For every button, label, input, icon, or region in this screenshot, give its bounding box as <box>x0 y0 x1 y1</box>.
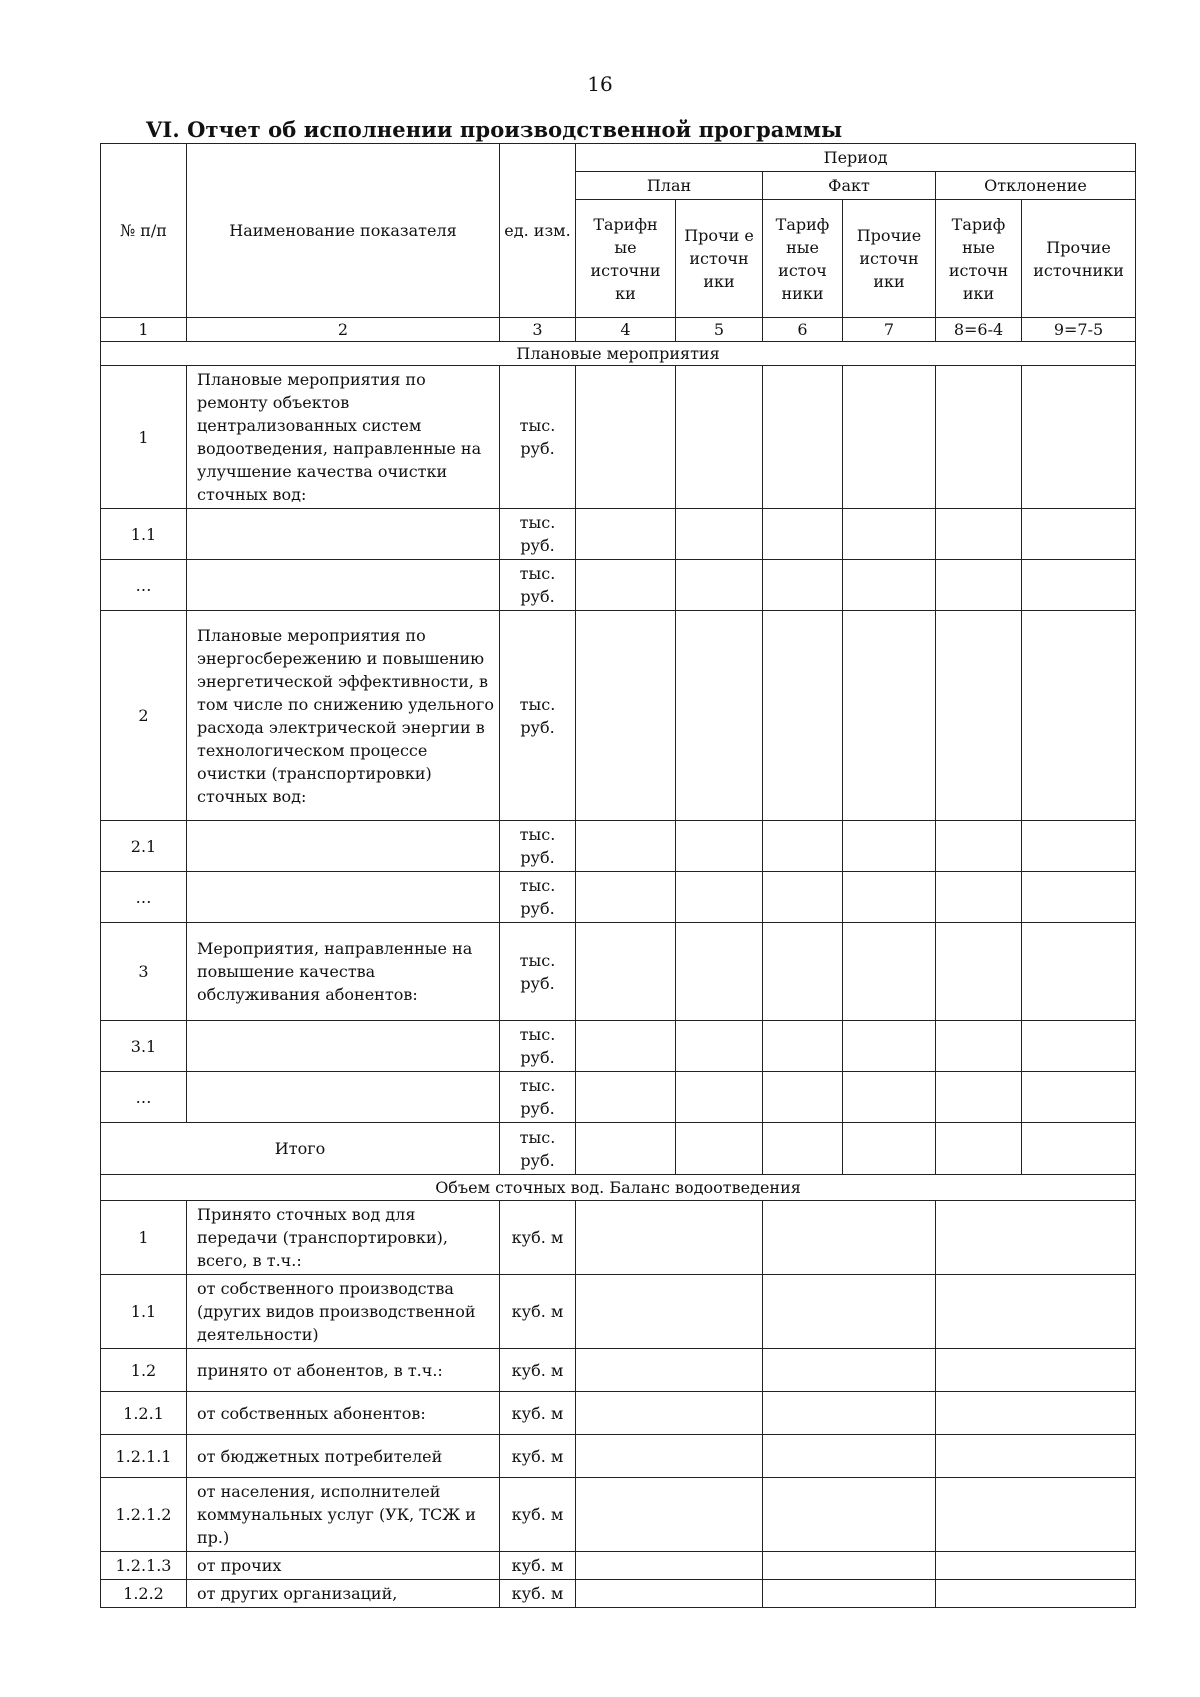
header-name: Наименование показателя <box>187 144 500 318</box>
section-heading-planned: Плановые мероприятия <box>101 342 1136 366</box>
table-row: … тыс. руб. <box>101 560 1136 611</box>
header-period: Период <box>576 144 1136 172</box>
table-row: 2.1 тыс. руб. <box>101 821 1136 872</box>
total-row <box>101 1123 1136 1175</box>
table-row: 1.1 тыс. руб. <box>101 509 1136 560</box>
header-fact: Факт <box>763 172 936 200</box>
table-row: 1 Принято сточных вод для передачи (транспортировки), всего, в т.ч.: куб. м <box>101 1201 1136 1275</box>
table-row: 1 Плановые мероприятия по ремонту объектов централизованных систем водоотведения, направленные на улучшение качества очистки сточных вод: тыс. руб. <box>101 366 1136 509</box>
table-row: 1.2.1.2 от населения, исполнителей коммунальных услуг (УК, ТСЖ и пр.) куб. м <box>101 1478 1136 1552</box>
table-row: 1.2.1 от собственных абонентов: куб. м <box>101 1392 1136 1435</box>
column-number: 4 <box>576 318 676 342</box>
header-fact-tariff: Тариф ные источ ники <box>763 200 843 318</box>
table-row: 1.2.2 от других организаций, куб. м <box>101 1580 1136 1608</box>
header-plan-other: Прочи е источн ики <box>676 200 763 318</box>
table-row: … тыс. руб. <box>101 1072 1136 1123</box>
header-plan-tariff: Тарифн ые источни ки <box>576 200 676 318</box>
column-number: 6 <box>763 318 843 342</box>
header-num: № п/п <box>101 144 187 318</box>
column-number: 9=7-5 <box>1022 318 1136 342</box>
column-number: 3 <box>500 318 576 342</box>
column-number: 8=6-4 <box>936 318 1022 342</box>
table-row: 1.1 от собственного производства (других видов производственной деятельности) куб. м <box>101 1275 1136 1349</box>
header-dev-other: Прочие источники <box>1022 200 1136 318</box>
column-number: 1 <box>101 318 187 342</box>
table-row: 3 Мероприятия, направленные на повышение качества обслуживания абонентов: тыс. руб. <box>101 923 1136 1021</box>
report-table <box>100 143 1136 1608</box>
table-row: 2 Плановые мероприятия по энергосбережению и повышению энергетической эффективности, в том числе по снижению удельного расхода электрической энергии в технологическом процессе очистки (транспортировки) сточных вод: тыс. руб. <box>101 611 1136 821</box>
column-number: 7 <box>843 318 936 342</box>
table-row: 1.2.1.1 от бюджетных потребителей куб. м <box>101 1435 1136 1478</box>
table-row: 3.1 тыс. руб. <box>101 1021 1136 1072</box>
header-fact-other: Прочие источн ики <box>843 200 936 318</box>
header-unit: ед. изм. <box>500 144 576 318</box>
column-number: 5 <box>676 318 763 342</box>
table-row: 1.2 принято от абонентов, в т.ч.: куб. м <box>101 1349 1136 1392</box>
header-plan: План <box>576 172 763 200</box>
section-heading-balance: Объем сточных вод. Баланс водоотведения <box>101 1175 1136 1201</box>
total-label: Итого <box>101 1123 500 1175</box>
page-number: 16 <box>587 72 613 96</box>
column-number: 2 <box>187 318 500 342</box>
header-deviation: Отклонение <box>936 172 1136 200</box>
table-row: … тыс. руб. <box>101 872 1136 923</box>
header-dev-tariff: Тариф ные источн ики <box>936 200 1022 318</box>
table-row: 1.2.1.3 от прочих куб. м <box>101 1552 1136 1580</box>
total-unit: тыс. руб. <box>500 1123 576 1175</box>
column-number-row <box>101 318 1136 342</box>
section-title: VI. Отчет об исполнении производственной программы <box>146 117 843 142</box>
